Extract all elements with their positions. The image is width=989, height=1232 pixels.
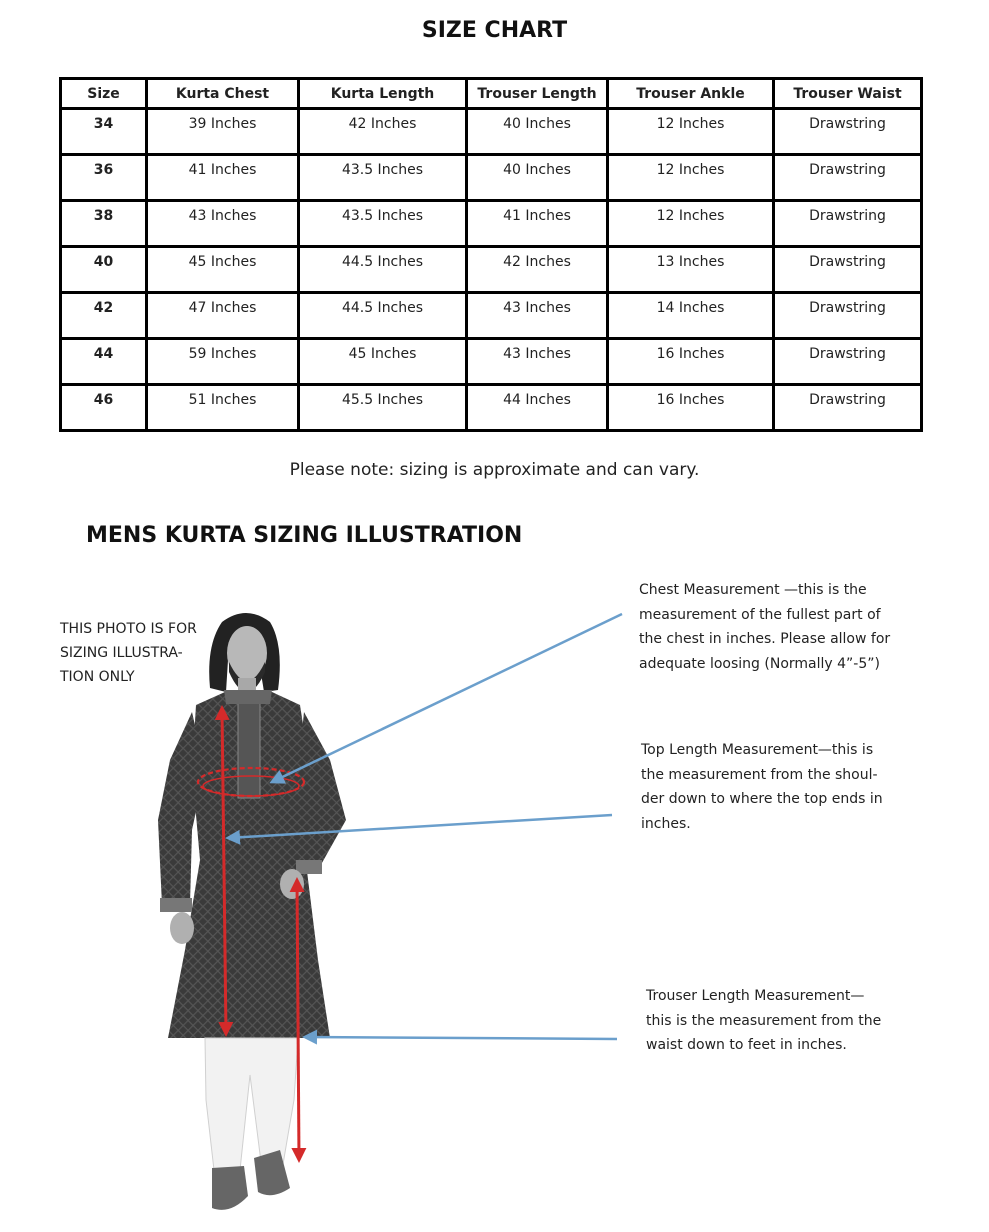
disclaimer-line: THIS PHOTO IS FOR — [60, 621, 197, 637]
top-length-line: Top Length Measurement—this is — [641, 742, 874, 758]
trousers — [205, 1038, 298, 1170]
kurta-chest-cell: 51 Inches — [147, 385, 299, 431]
kurta-chest-cell: 41 Inches — [147, 155, 299, 201]
kurta-placket — [238, 692, 260, 798]
trouser-waist-cell: Drawstring — [774, 155, 922, 201]
left-cuff — [160, 898, 192, 912]
trouser-length-red-arrow — [297, 880, 299, 1160]
top-length-measurement-text — [641, 738, 883, 836]
trouser-length-cell: 43 Inches — [467, 339, 608, 385]
trouser-ankle-cell: 16 Inches — [608, 385, 774, 431]
chest-line: the chest in inches. Please allow for — [639, 631, 891, 647]
disclaimer-line: TION ONLY — [60, 669, 135, 685]
trouser-length-line: Trouser Length Measurement— — [646, 988, 865, 1004]
kurta-length-cell: 44.5 Inches — [299, 293, 467, 339]
kurta-collar — [224, 690, 272, 704]
size-cell: 46 — [61, 385, 147, 431]
header-trouser-waist: Trouser Waist — [774, 79, 922, 109]
chest-measurement-text — [639, 578, 890, 676]
left-shoe — [212, 1166, 248, 1210]
chest-line: Chest Measurement —this is the — [639, 582, 867, 598]
kurta-length-cell: 45 Inches — [299, 339, 467, 385]
trouser-ankle-cell: 14 Inches — [608, 293, 774, 339]
kurta-length-cell: 44.5 Inches — [299, 247, 467, 293]
kurta-length-cell: 43.5 Inches — [299, 155, 467, 201]
trouser-ankle-cell: 12 Inches — [608, 155, 774, 201]
header-size: Size — [61, 79, 147, 109]
kurta-chest-cell: 39 Inches — [147, 109, 299, 155]
trouser-waist-cell: Drawstring — [774, 339, 922, 385]
header-kurta-length: Kurta Length — [299, 79, 467, 109]
trouser-ankle-cell: 16 Inches — [608, 339, 774, 385]
chest-line: adequate loosing (Normally 4”-5”) — [639, 655, 880, 672]
trouser-waist-cell: Drawstring — [774, 247, 922, 293]
right-cuff — [296, 860, 322, 874]
trouser-length-line: this is the measurement from the — [646, 1012, 882, 1029]
size-cell: 40 — [61, 247, 147, 293]
header-kurta-chest: Kurta Chest — [147, 79, 299, 109]
trouser-ankle-cell: 12 Inches — [608, 201, 774, 247]
model-figure — [158, 613, 346, 1210]
left-hand — [170, 912, 194, 944]
trouser-waist-cell: Drawstring — [774, 109, 922, 155]
chest-pointer-arrow — [272, 614, 622, 782]
kurta-length-cell: 43.5 Inches — [299, 201, 467, 247]
illustration-title: MENS KURTA SIZING ILLUSTRATION — [86, 523, 523, 548]
trouser-ankle-cell: 13 Inches — [608, 247, 774, 293]
trouser-length-cell: 41 Inches — [467, 201, 608, 247]
kurta-length-cell: 42 Inches — [299, 109, 467, 155]
size-cell: 34 — [61, 109, 147, 155]
right-hand — [280, 869, 304, 899]
trouser-waist-cell: Drawstring — [774, 201, 922, 247]
kurta-length-cell: 45.5 Inches — [299, 385, 467, 431]
disclaimer-line: SIZING ILLUSTRA- — [60, 645, 183, 661]
header-trouser-ankle: Trouser Ankle — [608, 79, 774, 109]
trouser-length-cell: 40 Inches — [467, 109, 608, 155]
trouser-ankle-cell: 12 Inches — [608, 109, 774, 155]
top-length-line: der down to where the top ends in — [641, 791, 883, 807]
trouser-waist-cell: Drawstring — [774, 293, 922, 339]
trouser-length-pointer-arrow — [305, 1037, 617, 1039]
kurta-chest-cell: 45 Inches — [147, 247, 299, 293]
kurta-chest-cell: 47 Inches — [147, 293, 299, 339]
trouser-length-cell: 42 Inches — [467, 247, 608, 293]
kurta-chest-cell: 43 Inches — [147, 201, 299, 247]
size-cell: 38 — [61, 201, 147, 247]
page-title: SIZE CHART — [421, 18, 568, 43]
top-length-line: inches. — [641, 815, 691, 832]
header-trouser-length: Trouser Length — [467, 79, 608, 109]
chest-line: measurement of the fullest part of — [639, 606, 881, 623]
trouser-length-cell: 44 Inches — [467, 385, 608, 431]
size-cell: 44 — [61, 339, 147, 385]
size-cell: 42 — [61, 293, 147, 339]
top-length-line: the measurement from the shoul- — [641, 766, 878, 783]
trouser-length-cell: 43 Inches — [467, 293, 608, 339]
trouser-length-line: waist down to feet in inches. — [646, 1037, 847, 1053]
kurta-chest-cell: 59 Inches — [147, 339, 299, 385]
size-cell: 36 — [61, 155, 147, 201]
trouser-waist-cell: Drawstring — [774, 385, 922, 431]
sizing-note: Please note: sizing is approximate and can vary. — [289, 460, 700, 480]
trouser-length-cell: 40 Inches — [467, 155, 608, 201]
trouser-length-measurement-text — [646, 984, 881, 1058]
